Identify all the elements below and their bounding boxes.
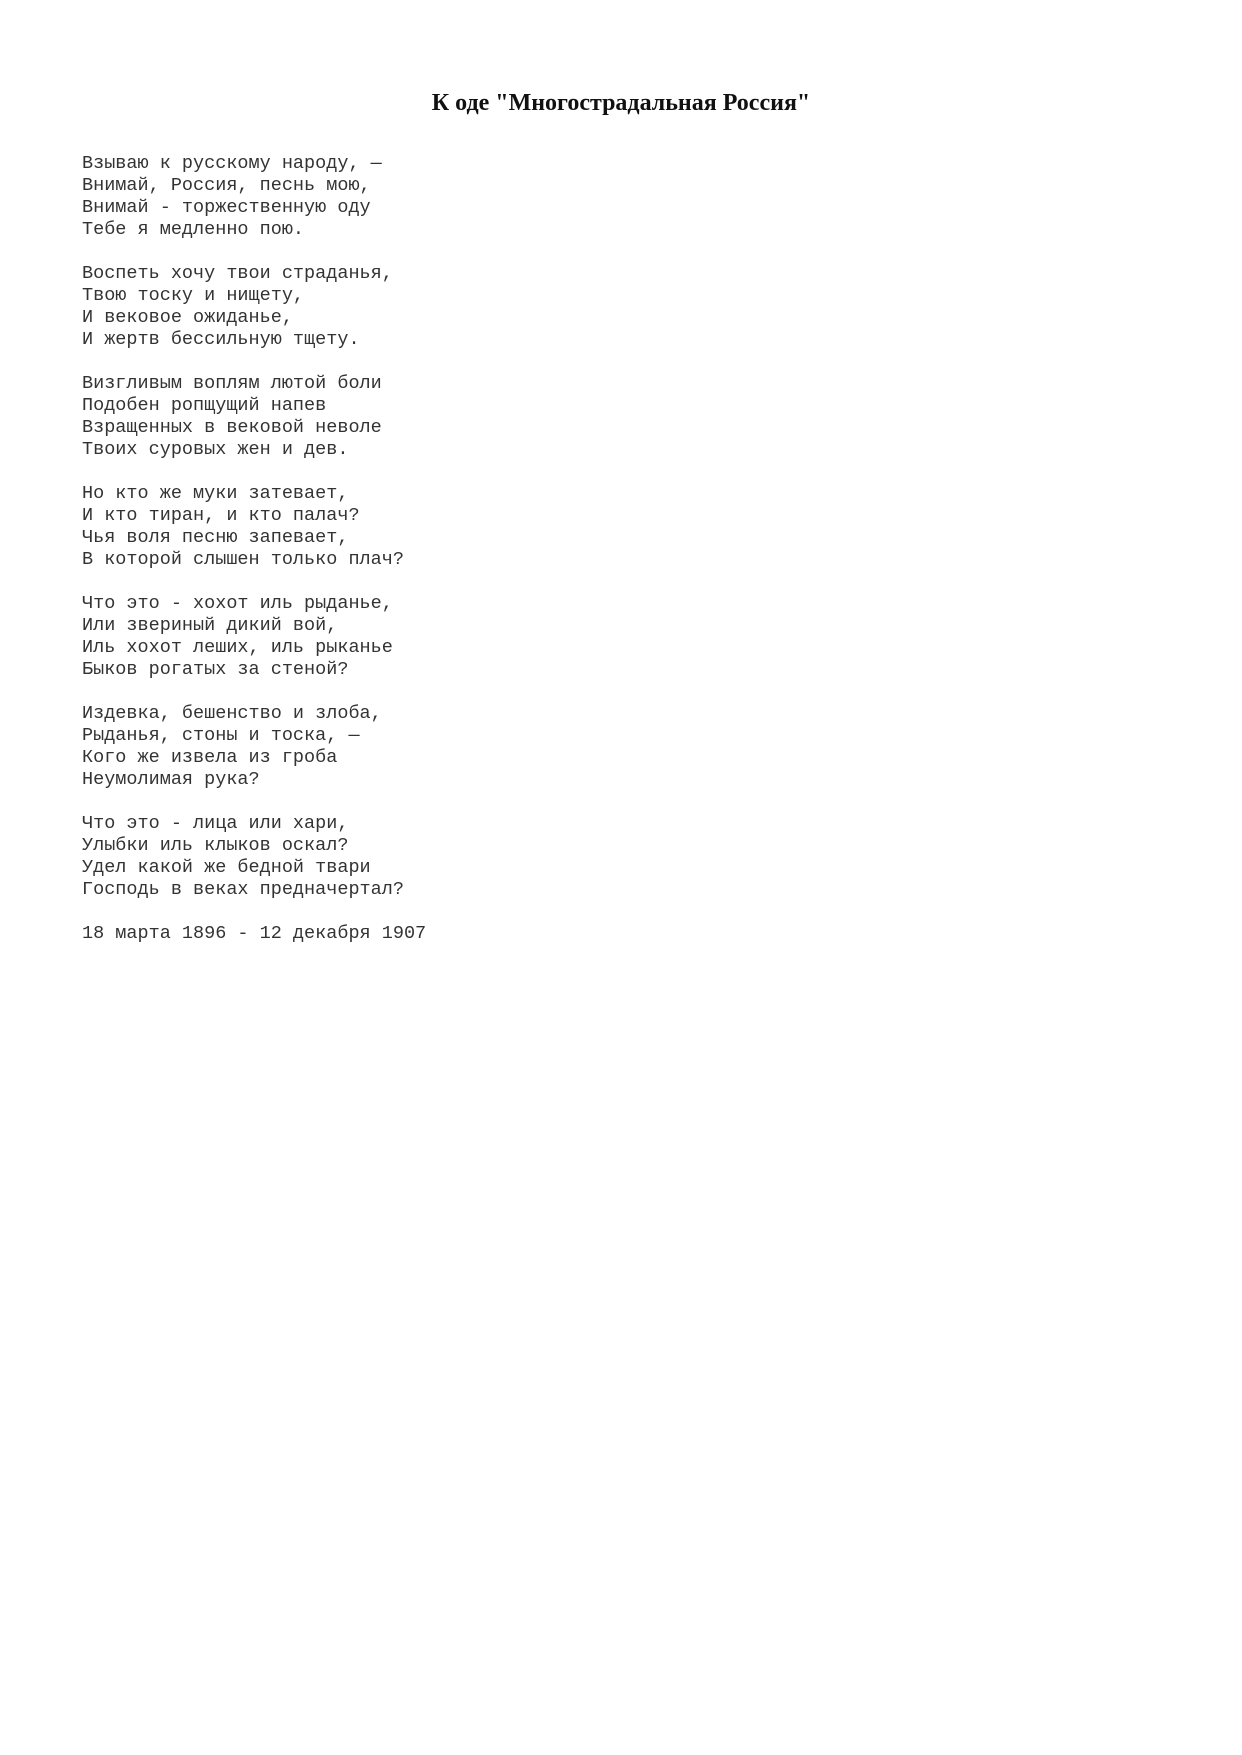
poem-line: Тебе я медленно пою. [82,219,305,240]
poem-line: Взращенных в вековой неволе [82,417,382,438]
poem-line: Твою тоску и нищету, [82,285,305,306]
poem-line: Что это - хохот иль рыданье, [82,593,393,614]
stanza-1 [82,153,426,241]
poem-line: Или звериный дикий вой, [82,615,338,636]
poem-body [82,153,426,945]
poem-line: Улыбки иль клыков оскал? [82,835,349,856]
poem-line: Взываю к русскому народу, — [82,153,382,174]
poem-line: Иль хохот леших, иль рыканье [82,637,393,658]
poem-line: Внимай, Россия, песнь мою, [82,175,371,196]
poem-line: Визгливым воплям лютой боли [82,373,382,394]
poem-line: Удел какой же бедной твари [82,857,371,878]
poem-line: Что это - лица или хари, [82,813,349,834]
poem-line: Но кто же муки затевает, [82,483,349,504]
poem-title: К оде "Многострадальная Россия" [431,90,811,116]
poem-line: И вековое ожиданье, [82,307,293,328]
poem-line: Внимай - торжественную оду [82,197,371,218]
poem-line: Неумолимая рука? [82,769,260,790]
poem-line: Кого же извела из гроба [82,747,338,768]
poem-line: Быков рогатых за стеной? [82,659,349,680]
poem-line: Воспеть хочу твои страданья, [82,263,393,284]
stanza-3 [82,373,426,461]
poem-line: Господь в веках предначертал? [82,879,404,900]
poem-line: И кто тиран, и кто палач? [82,505,360,526]
poem-date: 18 марта 1896 - 12 декабря 1907 [82,923,427,944]
stanza-4 [82,483,426,571]
poem-line: Чья воля песню запевает, [82,527,349,548]
stanza-2 [82,263,426,351]
poem-line: Рыданья, стоны и тоска, — [82,725,360,746]
poem-line: Издевка, бешенство и злоба, [82,703,382,724]
stanza-5 [82,593,426,681]
stanza-7 [82,813,426,901]
poem-line: Подобен ропщущий напев [82,395,327,416]
poem-line: И жертв бессильную тщету. [82,329,360,350]
poem-line: В которой слышен только плач? [82,549,404,570]
poem-line: Твоих суровых жен и дев. [82,439,349,460]
stanza-6 [82,703,426,791]
